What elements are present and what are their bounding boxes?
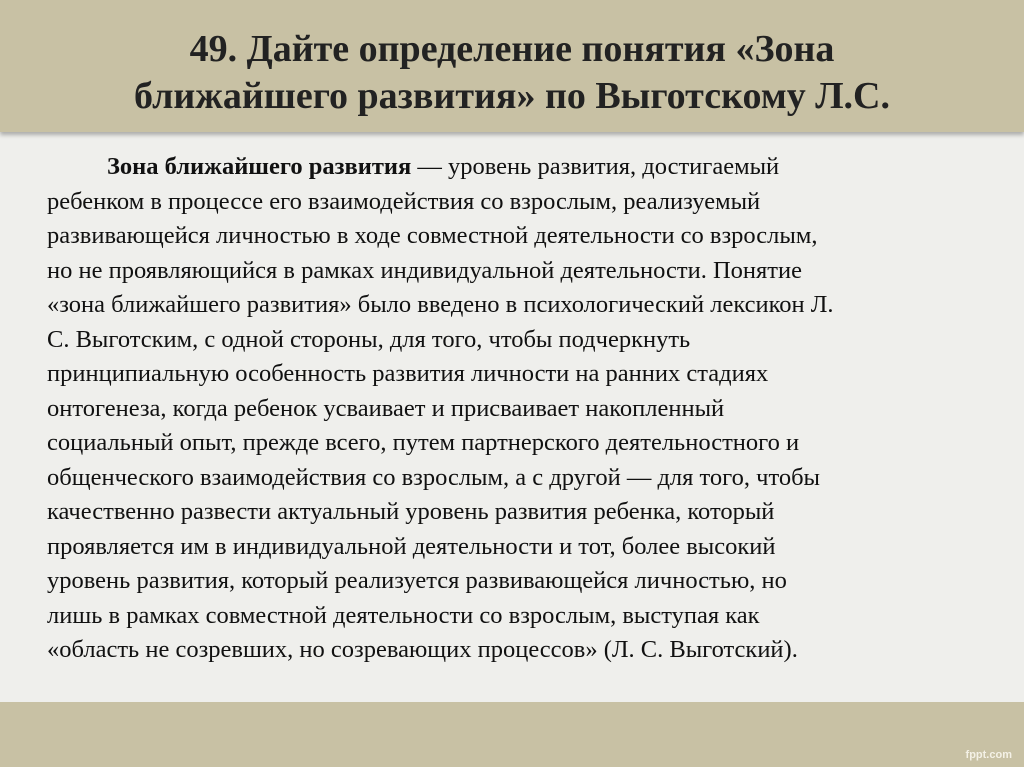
- body-line-1: [47, 150, 1007, 185]
- body-line-7: принципиальную особенность развития личности на ранних стадиях: [47, 360, 769, 387]
- defined-term: Зона ближайшего развития: [107, 153, 412, 180]
- slide-title-line-2: ближайшего развития» по Выготскому Л.С.: [134, 75, 890, 117]
- body-line-8: онтогенеза, когда ребенок усваивает и присваивает накопленный: [47, 394, 725, 422]
- slide-title: [0, 26, 1024, 120]
- body-line-1-text: — уровень развития, достигаемый: [411, 153, 780, 180]
- body-line-6: С. Выготским, с одной стороны, для того, чтобы подчеркнуть: [47, 325, 691, 353]
- body-line-5: «зона ближайшего развития» было введено в психологический лексикон Л.: [47, 291, 834, 318]
- body-line-2: ребенком в процессе его взаимодействия со взрослым, реализуемый: [47, 187, 761, 215]
- body-line-9: социальный опыт, прежде всего, путем партнерского деятельностного и: [47, 429, 800, 456]
- body-line-12: проявляется им в индивидуальной деятельности и тот, более высокий: [47, 532, 776, 560]
- body-line-3: развивающейся личностью в ходе совместной деятельности со взрослым,: [47, 222, 818, 249]
- slide-title-line-1: 49. Дайте определение понятия «Зона: [189, 28, 835, 70]
- body-line-10: общенческого взаимодействия со взрослым, а с другой — для того, чтобы: [47, 463, 821, 491]
- body-line-11: качественно развести актуальный уровень развития ребенка, который: [47, 498, 775, 525]
- body-line-13: уровень развития, который реализуется развивающейся личностью, но: [47, 567, 787, 594]
- slide-body-text: [47, 150, 1007, 668]
- watermark-text: fppt.com: [965, 749, 1012, 761]
- footer-band: [0, 702, 1024, 767]
- body-line-14: лишь в рамках совместной деятельности со взрослым, выступая как: [47, 601, 760, 629]
- title-band: [0, 0, 1024, 132]
- body-line-4: но не проявляющийся в рамках индивидуальной деятельности. Понятие: [47, 256, 802, 284]
- body-line-15: «область не созревших, но созревающих процессов» (Л. С. Выготский).: [47, 636, 798, 663]
